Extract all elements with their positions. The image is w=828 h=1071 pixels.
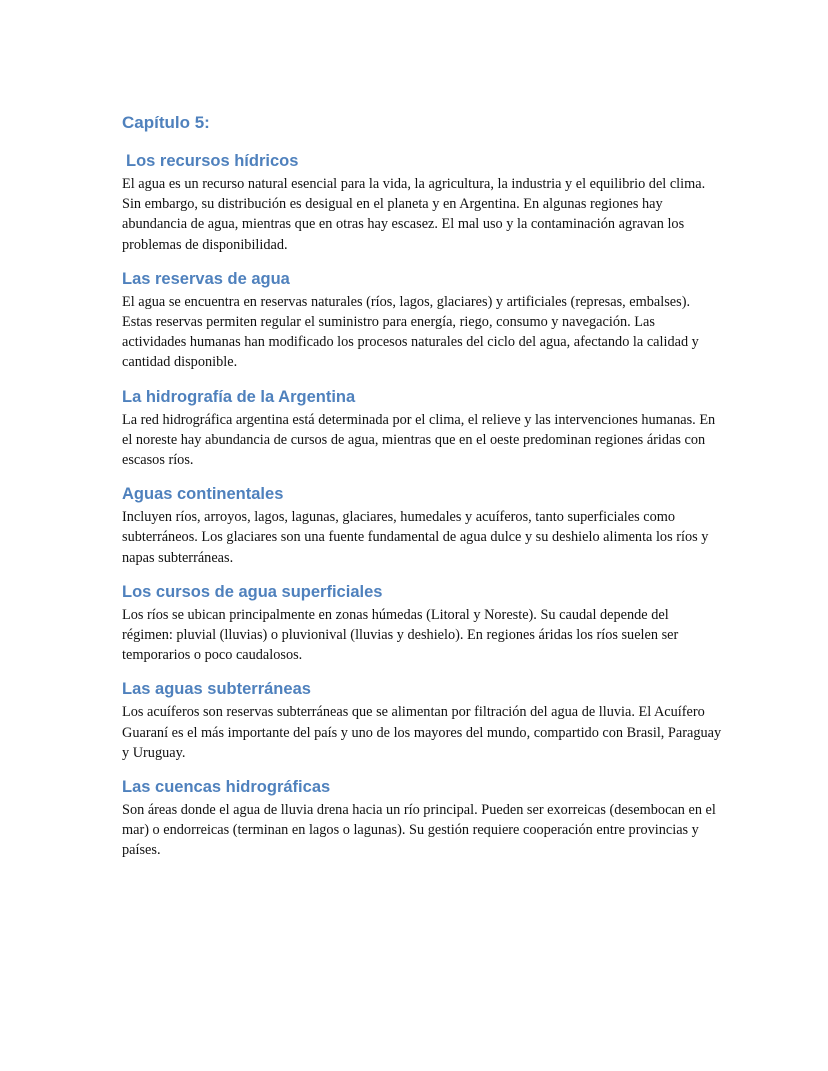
section-heading: Las reservas de agua	[122, 269, 290, 288]
section-paragraph: Incluyen ríos, arroyos, lagos, lagunas, glaciares, humedales y acuíferos, tanto superficiales como subterráneos. Los glaciares son una fuente fundamental de agua dulce y su deshielo alimenta los ríos y napas subterráneas.	[122, 509, 709, 566]
section-heading: La hidrografía de la Argentina	[122, 387, 356, 406]
section-paragraph: El agua es un recurso natural esencial para la vida, la agricultura, la industria y el equilibrio del clima. Sin embargo, su distribución es desigual en el planeta y en Argentina. En algunas regiones hay abundancia de agua, mientras que en otras hay escasez. El mal uso y la contaminación agravan los problemas de disponibilidad.	[122, 176, 706, 253]
section-heading: Aguas continentales	[122, 485, 284, 504]
section-heading: Los recursos hídricos	[126, 152, 299, 170]
section-aguas-subterraneas	[122, 679, 722, 763]
section-reservas-de-agua	[122, 269, 722, 373]
chapter-title: Capítulo 5:	[122, 113, 210, 132]
document-content	[122, 112, 722, 875]
section-paragraph: Son áreas donde el agua de lluvia drena hacia un río principal. Pueden ser exorreicas (desembocan en el mar) o endorreicas (terminan en lagos o lagunas). Su gestión requiere cooperación entre provincias y países.	[122, 802, 716, 859]
section-heading: Los cursos de agua superficiales	[122, 582, 383, 601]
section-paragraph: El agua se encuentra en reservas naturales (ríos, lagos, glaciares) y artificiales (represas, embalses). Estas reservas permiten regular el suministro para energía, riego, consumo y navegación. Las actividades humanas han modificado los procesos naturales del ciclo del agua, afectando la calidad y cantidad disponible.	[122, 293, 699, 371]
section-aguas-continentales	[122, 484, 722, 568]
section-cuencas-hidrograficas	[122, 777, 722, 861]
section-hidrografia-argentina	[122, 387, 722, 471]
section-paragraph: Los ríos se ubican principalmente en zonas húmedas (Litoral y Noreste). Su caudal depende del régimen: pluvial (lluvias) o pluvionival (lluvias y deshielo). En regiones áridas los ríos suelen ser temporarios o poco caudalosos.	[122, 606, 679, 664]
section-paragraph: Los acuíferos son reservas subterráneas que se alimentan por filtración del agua de lluvia. El Acuífero Guaraní es el más importante del país y uno de los mayores del mundo, compartido con Brasil, Paraguay y Uruguay.	[122, 704, 722, 761]
section-heading: Las aguas subterráneas	[122, 680, 311, 699]
section-paragraph: La red hidrográfica argentina está determinada por el clima, el relieve y las intervenciones humanas. En el noreste hay abundancia de cursos de agua, mientras que en el oeste predominan regiones áridas con escasos ríos.	[122, 411, 716, 469]
section-recursos-hidricos	[122, 151, 722, 255]
section-heading: Las cuencas hidrográficas	[122, 778, 331, 797]
section-cursos-superficiales	[122, 582, 722, 666]
